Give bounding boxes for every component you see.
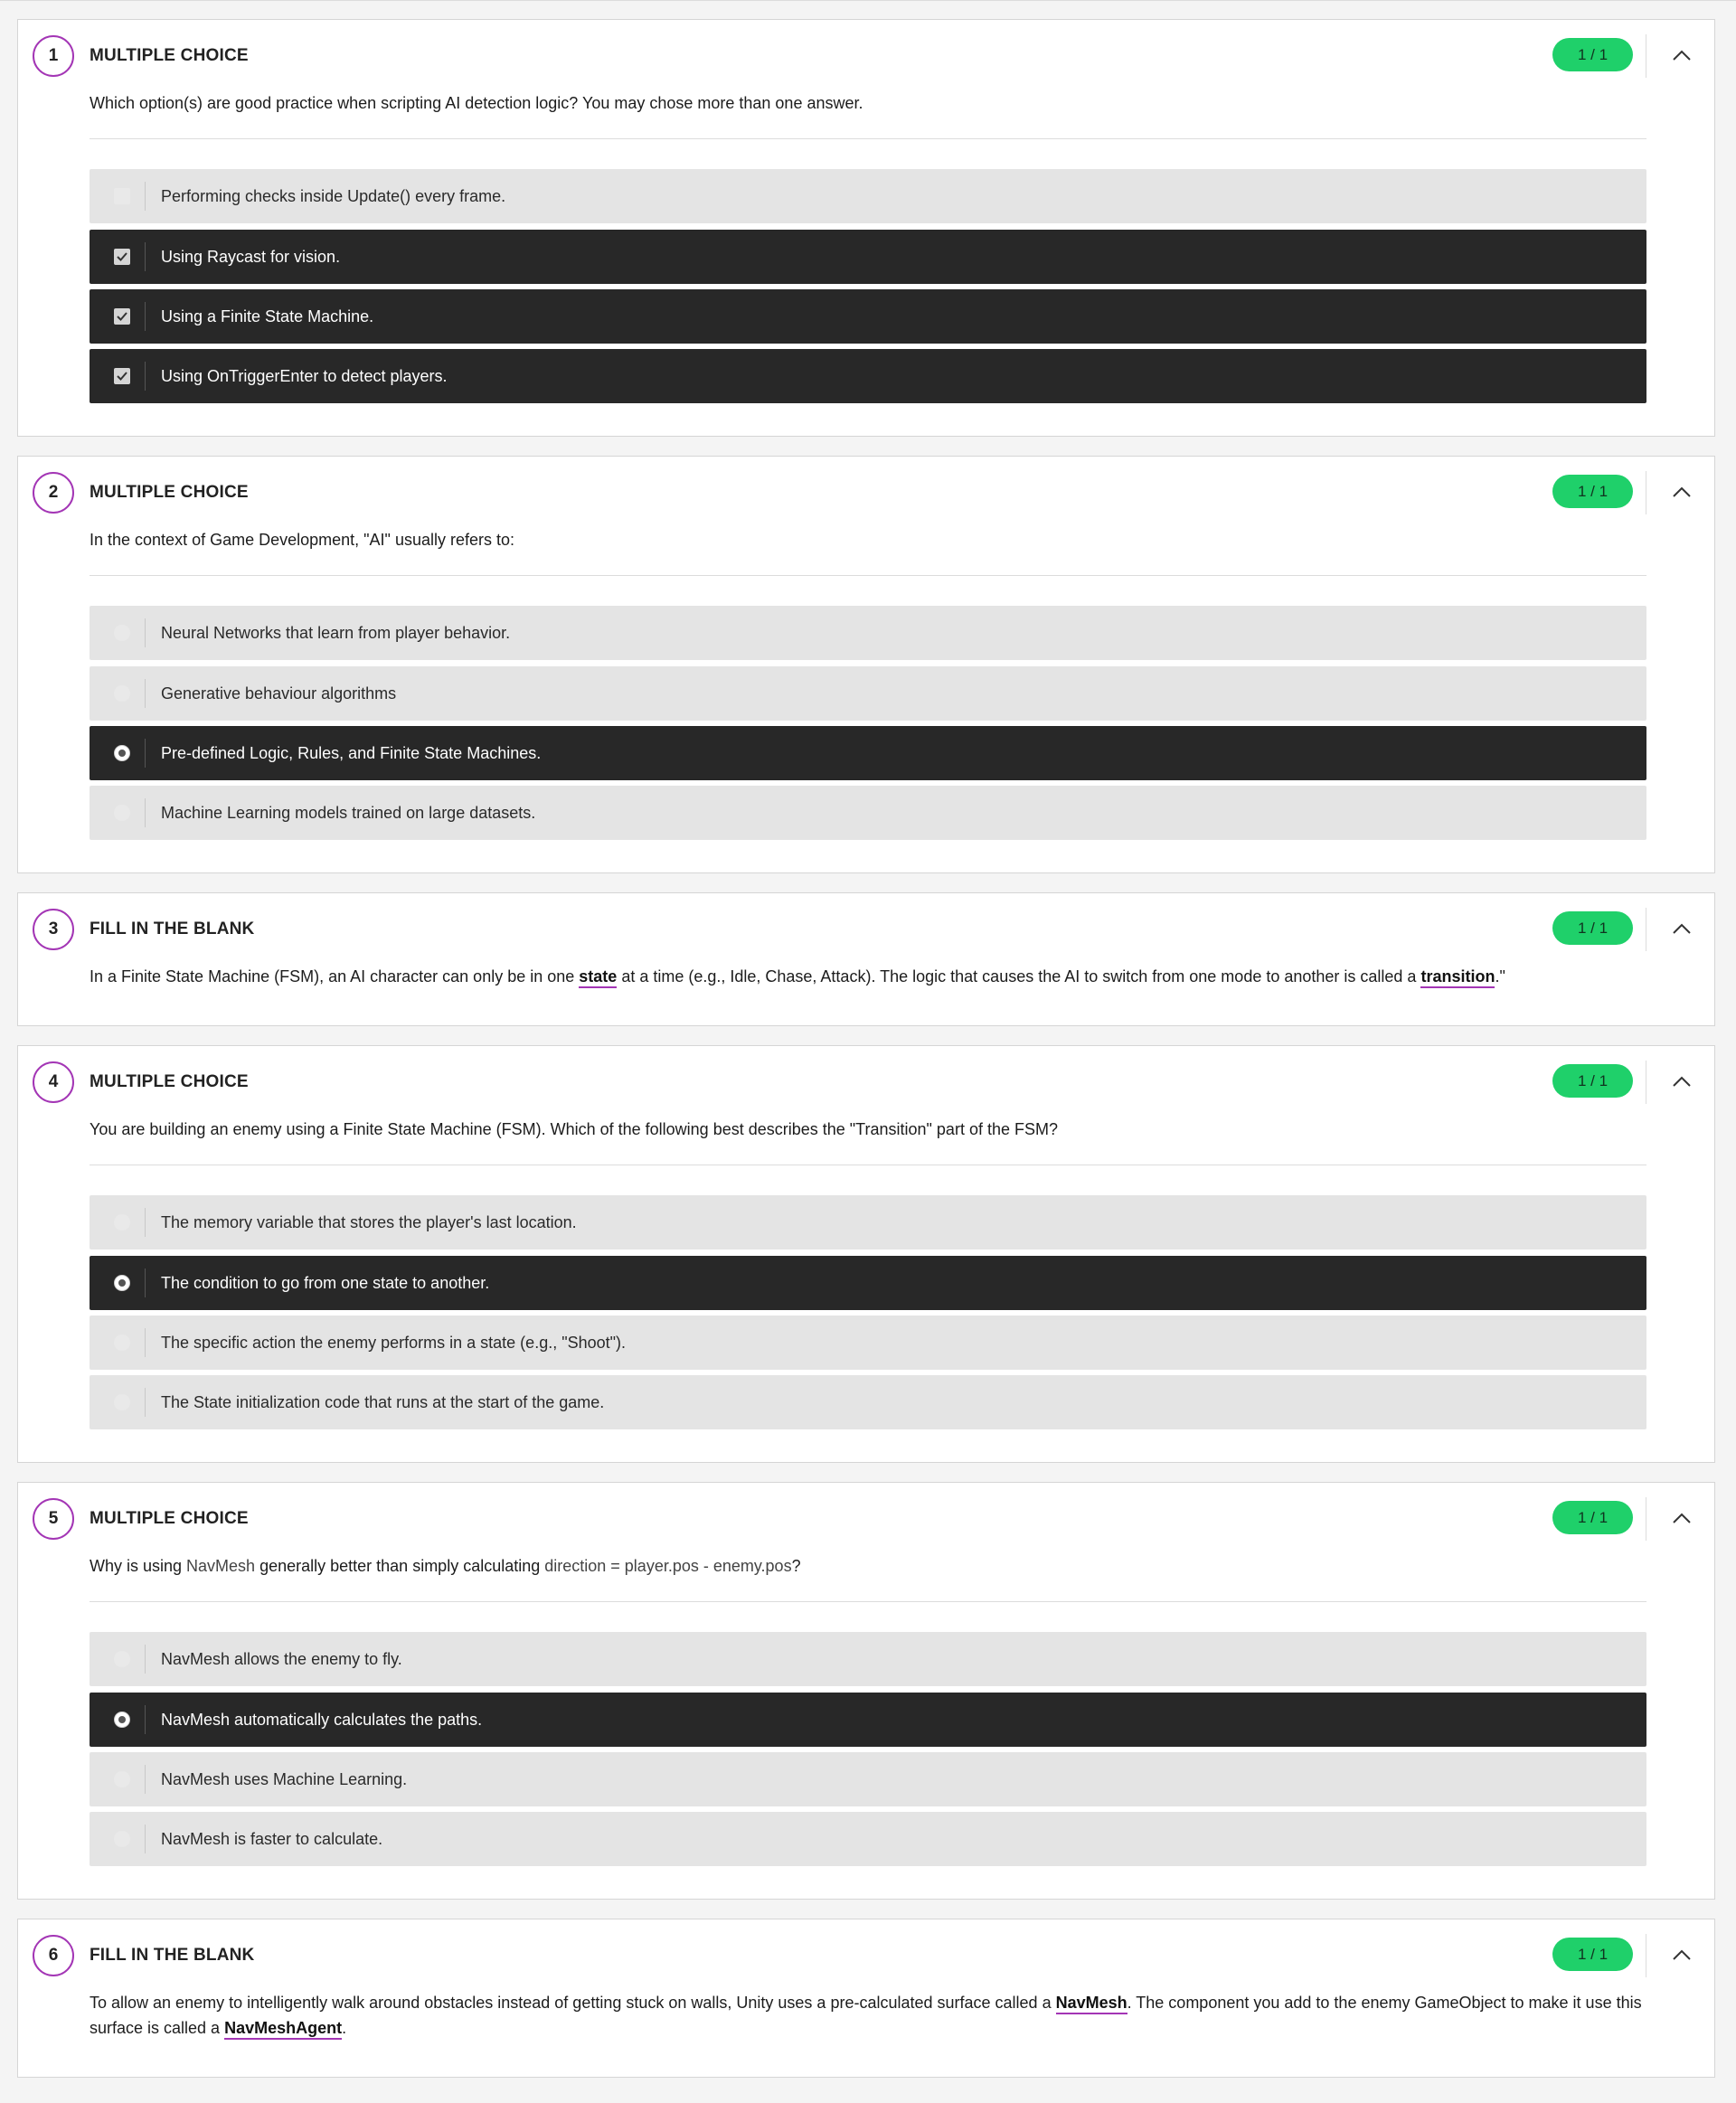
option-label: NavMesh automatically calculates the paths.: [161, 1711, 483, 1729]
question-prompt: In the context of Game Development, "AI" usually refers to:: [90, 531, 515, 549]
option-divider: [145, 618, 146, 647]
radio-unselected[interactable]: [114, 805, 130, 821]
answer-option-selected[interactable]: [90, 1256, 1646, 1310]
collapse-chevron-up-icon[interactable]: [1670, 480, 1694, 504]
blank-answer: NavMeshAgent: [224, 2019, 342, 2040]
question-type-label: MULTIPLE CHOICE: [90, 483, 249, 502]
option-label: Pre-defined Logic, Rules, and Finite State Machines.: [161, 744, 542, 762]
option-label: Performing checks inside Update() every frame.: [161, 187, 506, 205]
blank-answer: transition: [1420, 967, 1495, 988]
option-label: Using OnTriggerEnter to detect players.: [161, 367, 448, 385]
checkbox-checked[interactable]: [114, 368, 130, 384]
option-divider: [145, 798, 146, 827]
option-divider: [145, 182, 146, 211]
option-divider: [145, 302, 146, 331]
question-prompt: Which option(s) are good practice when scripting AI detection logic? You may chose more than one answer.: [90, 94, 863, 112]
radio-dot-icon: [118, 750, 126, 757]
radio-unselected[interactable]: [114, 1831, 130, 1847]
text-segment: .": [1495, 967, 1505, 985]
question-card-1: [17, 19, 1715, 437]
question-card-5: [17, 1482, 1715, 1900]
radio-unselected[interactable]: [114, 685, 130, 702]
blank-answer: state: [579, 967, 617, 988]
text-segment: In a Finite State Machine (FSM), an AI character can only be in one: [90, 967, 580, 985]
checkbox-checked[interactable]: [114, 249, 130, 265]
answer-option[interactable]: [90, 786, 1646, 840]
score-badge: 1 / 1: [1552, 1064, 1633, 1098]
answer-option-selected[interactable]: [90, 726, 1646, 780]
radio-dot-icon: [118, 1279, 126, 1287]
answer-option[interactable]: [90, 1195, 1646, 1250]
radio-dot-icon: [118, 1716, 126, 1723]
answer-option-selected[interactable]: [90, 349, 1646, 403]
radio-unselected[interactable]: [114, 1214, 130, 1231]
option-label: The State initialization code that runs at the start of the game.: [161, 1393, 605, 1411]
radio-unselected[interactable]: [114, 1651, 130, 1667]
answer-option-selected[interactable]: [90, 1693, 1646, 1747]
radio-unselected[interactable]: [114, 1394, 130, 1410]
score-badge: 1 / 1: [1552, 1938, 1633, 1971]
option-label: The memory variable that stores the player's last location.: [161, 1213, 577, 1231]
collapse-chevron-up-icon[interactable]: [1670, 1070, 1694, 1093]
question-number-badge: 6: [33, 1935, 74, 1976]
question-number-badge: 1: [33, 35, 74, 77]
question-card-2: [17, 456, 1715, 873]
option-divider: [145, 362, 146, 391]
score-badge: 1 / 1: [1552, 1501, 1633, 1534]
collapse-chevron-up-icon[interactable]: [1670, 1506, 1694, 1530]
option-label: The condition to go from one state to another.: [161, 1274, 490, 1292]
checkbox-unchecked[interactable]: [114, 188, 130, 204]
score-badge: 1 / 1: [1552, 475, 1633, 508]
score-badge: 1 / 1: [1552, 38, 1633, 71]
inline-code: NavMesh: [186, 1557, 256, 1575]
answer-option[interactable]: [90, 1316, 1646, 1370]
text-segment: . The component you add to the enemy GameObject to make it use this surface is called a: [90, 1994, 1642, 2037]
radio-unselected[interactable]: [114, 625, 130, 641]
answer-option[interactable]: [90, 1812, 1646, 1866]
option-divider: [145, 679, 146, 708]
option-divider: [145, 1208, 146, 1237]
option-divider: [145, 1268, 146, 1297]
answer-option[interactable]: [90, 169, 1646, 223]
option-label: NavMesh uses Machine Learning.: [161, 1770, 408, 1788]
collapse-chevron-up-icon[interactable]: [1670, 43, 1694, 67]
question-type-label: MULTIPLE CHOICE: [90, 1509, 249, 1528]
option-label: Machine Learning models trained on large datasets.: [161, 804, 536, 822]
radio-unselected[interactable]: [114, 1334, 130, 1351]
text-segment: To allow an enemy to intelligently walk around obstacles instead of getting stuck on walls, Unity uses a pre-calculated surface called a: [90, 1994, 1056, 2012]
text-segment: .: [342, 2019, 347, 2037]
answer-option[interactable]: [90, 1752, 1646, 1806]
text-segment: Why is using: [90, 1557, 187, 1575]
question-type-label: MULTIPLE CHOICE: [90, 46, 249, 65]
prompt-divider: [90, 138, 1646, 139]
option-divider: [145, 1645, 146, 1674]
question-prompt: [90, 1553, 1663, 1579]
text-segment: ?: [791, 1557, 801, 1575]
question-number-badge: 4: [33, 1061, 74, 1103]
checkmark-icon: [116, 250, 128, 263]
question-card-3: [17, 892, 1715, 1026]
question-type-label: FILL IN THE BLANK: [90, 919, 255, 938]
question-card-4: [17, 1045, 1715, 1463]
option-divider: [145, 1328, 146, 1357]
option-divider: [145, 242, 146, 271]
question-number-badge: 5: [33, 1498, 74, 1540]
score-badge: 1 / 1: [1552, 911, 1633, 945]
question-type-label: FILL IN THE BLANK: [90, 1946, 255, 1965]
prompt-divider: [90, 575, 1646, 576]
collapse-chevron-up-icon[interactable]: [1670, 1943, 1694, 1966]
collapse-chevron-up-icon[interactable]: [1670, 917, 1694, 940]
radio-unselected[interactable]: [114, 1771, 130, 1787]
option-divider: [145, 1825, 146, 1853]
checkmark-icon: [116, 310, 128, 323]
answer-option-selected[interactable]: [90, 289, 1646, 344]
fill-in-blank-text: [90, 1990, 1663, 2041]
blank-answer: NavMesh: [1056, 1994, 1127, 2014]
option-label: Using Raycast for vision.: [161, 248, 341, 266]
prompt-divider: [90, 1601, 1646, 1602]
option-label: Generative behaviour algorithms: [161, 684, 397, 703]
top-divider: [0, 0, 1736, 1]
text-segment: generally better than simply calculating: [255, 1557, 545, 1575]
option-label: NavMesh allows the enemy to fly.: [161, 1650, 402, 1668]
option-divider: [145, 1705, 146, 1734]
question-number-badge: 3: [33, 909, 74, 950]
question-prompt: You are building an enemy using a Finite State Machine (FSM). Which of the following best describes the "Transition" part of the FSM?: [90, 1120, 1058, 1138]
radio-selected[interactable]: [114, 1712, 130, 1728]
option-divider: [145, 1388, 146, 1417]
inline-code: direction = player.pos - enemy.pos: [544, 1557, 792, 1575]
option-label: Neural Networks that learn from player behavior.: [161, 624, 511, 642]
question-number-badge: 2: [33, 472, 74, 514]
option-divider: [145, 739, 146, 768]
radio-selected[interactable]: [114, 1275, 130, 1291]
question-card-6: [17, 1919, 1715, 2078]
checkbox-checked[interactable]: [114, 308, 130, 325]
checkmark-icon: [116, 370, 128, 382]
answer-option[interactable]: [90, 1375, 1646, 1429]
radio-selected[interactable]: [114, 745, 130, 761]
option-label: Using a Finite State Machine.: [161, 307, 374, 325]
text-segment: at a time (e.g., Idle, Chase, Attack). The logic that causes the AI to switch from one mode to another is called a: [617, 967, 1421, 985]
question-type-label: MULTIPLE CHOICE: [90, 1072, 249, 1091]
fill-in-blank-text: [90, 964, 1663, 989]
option-divider: [145, 1765, 146, 1794]
answer-option-selected[interactable]: [90, 230, 1646, 284]
answer-option[interactable]: [90, 606, 1646, 660]
answer-option[interactable]: [90, 1632, 1646, 1686]
answer-option[interactable]: [90, 666, 1646, 721]
option-label: NavMesh is faster to calculate.: [161, 1830, 383, 1848]
option-label: The specific action the enemy performs in a state (e.g., "Shoot").: [161, 1334, 627, 1352]
